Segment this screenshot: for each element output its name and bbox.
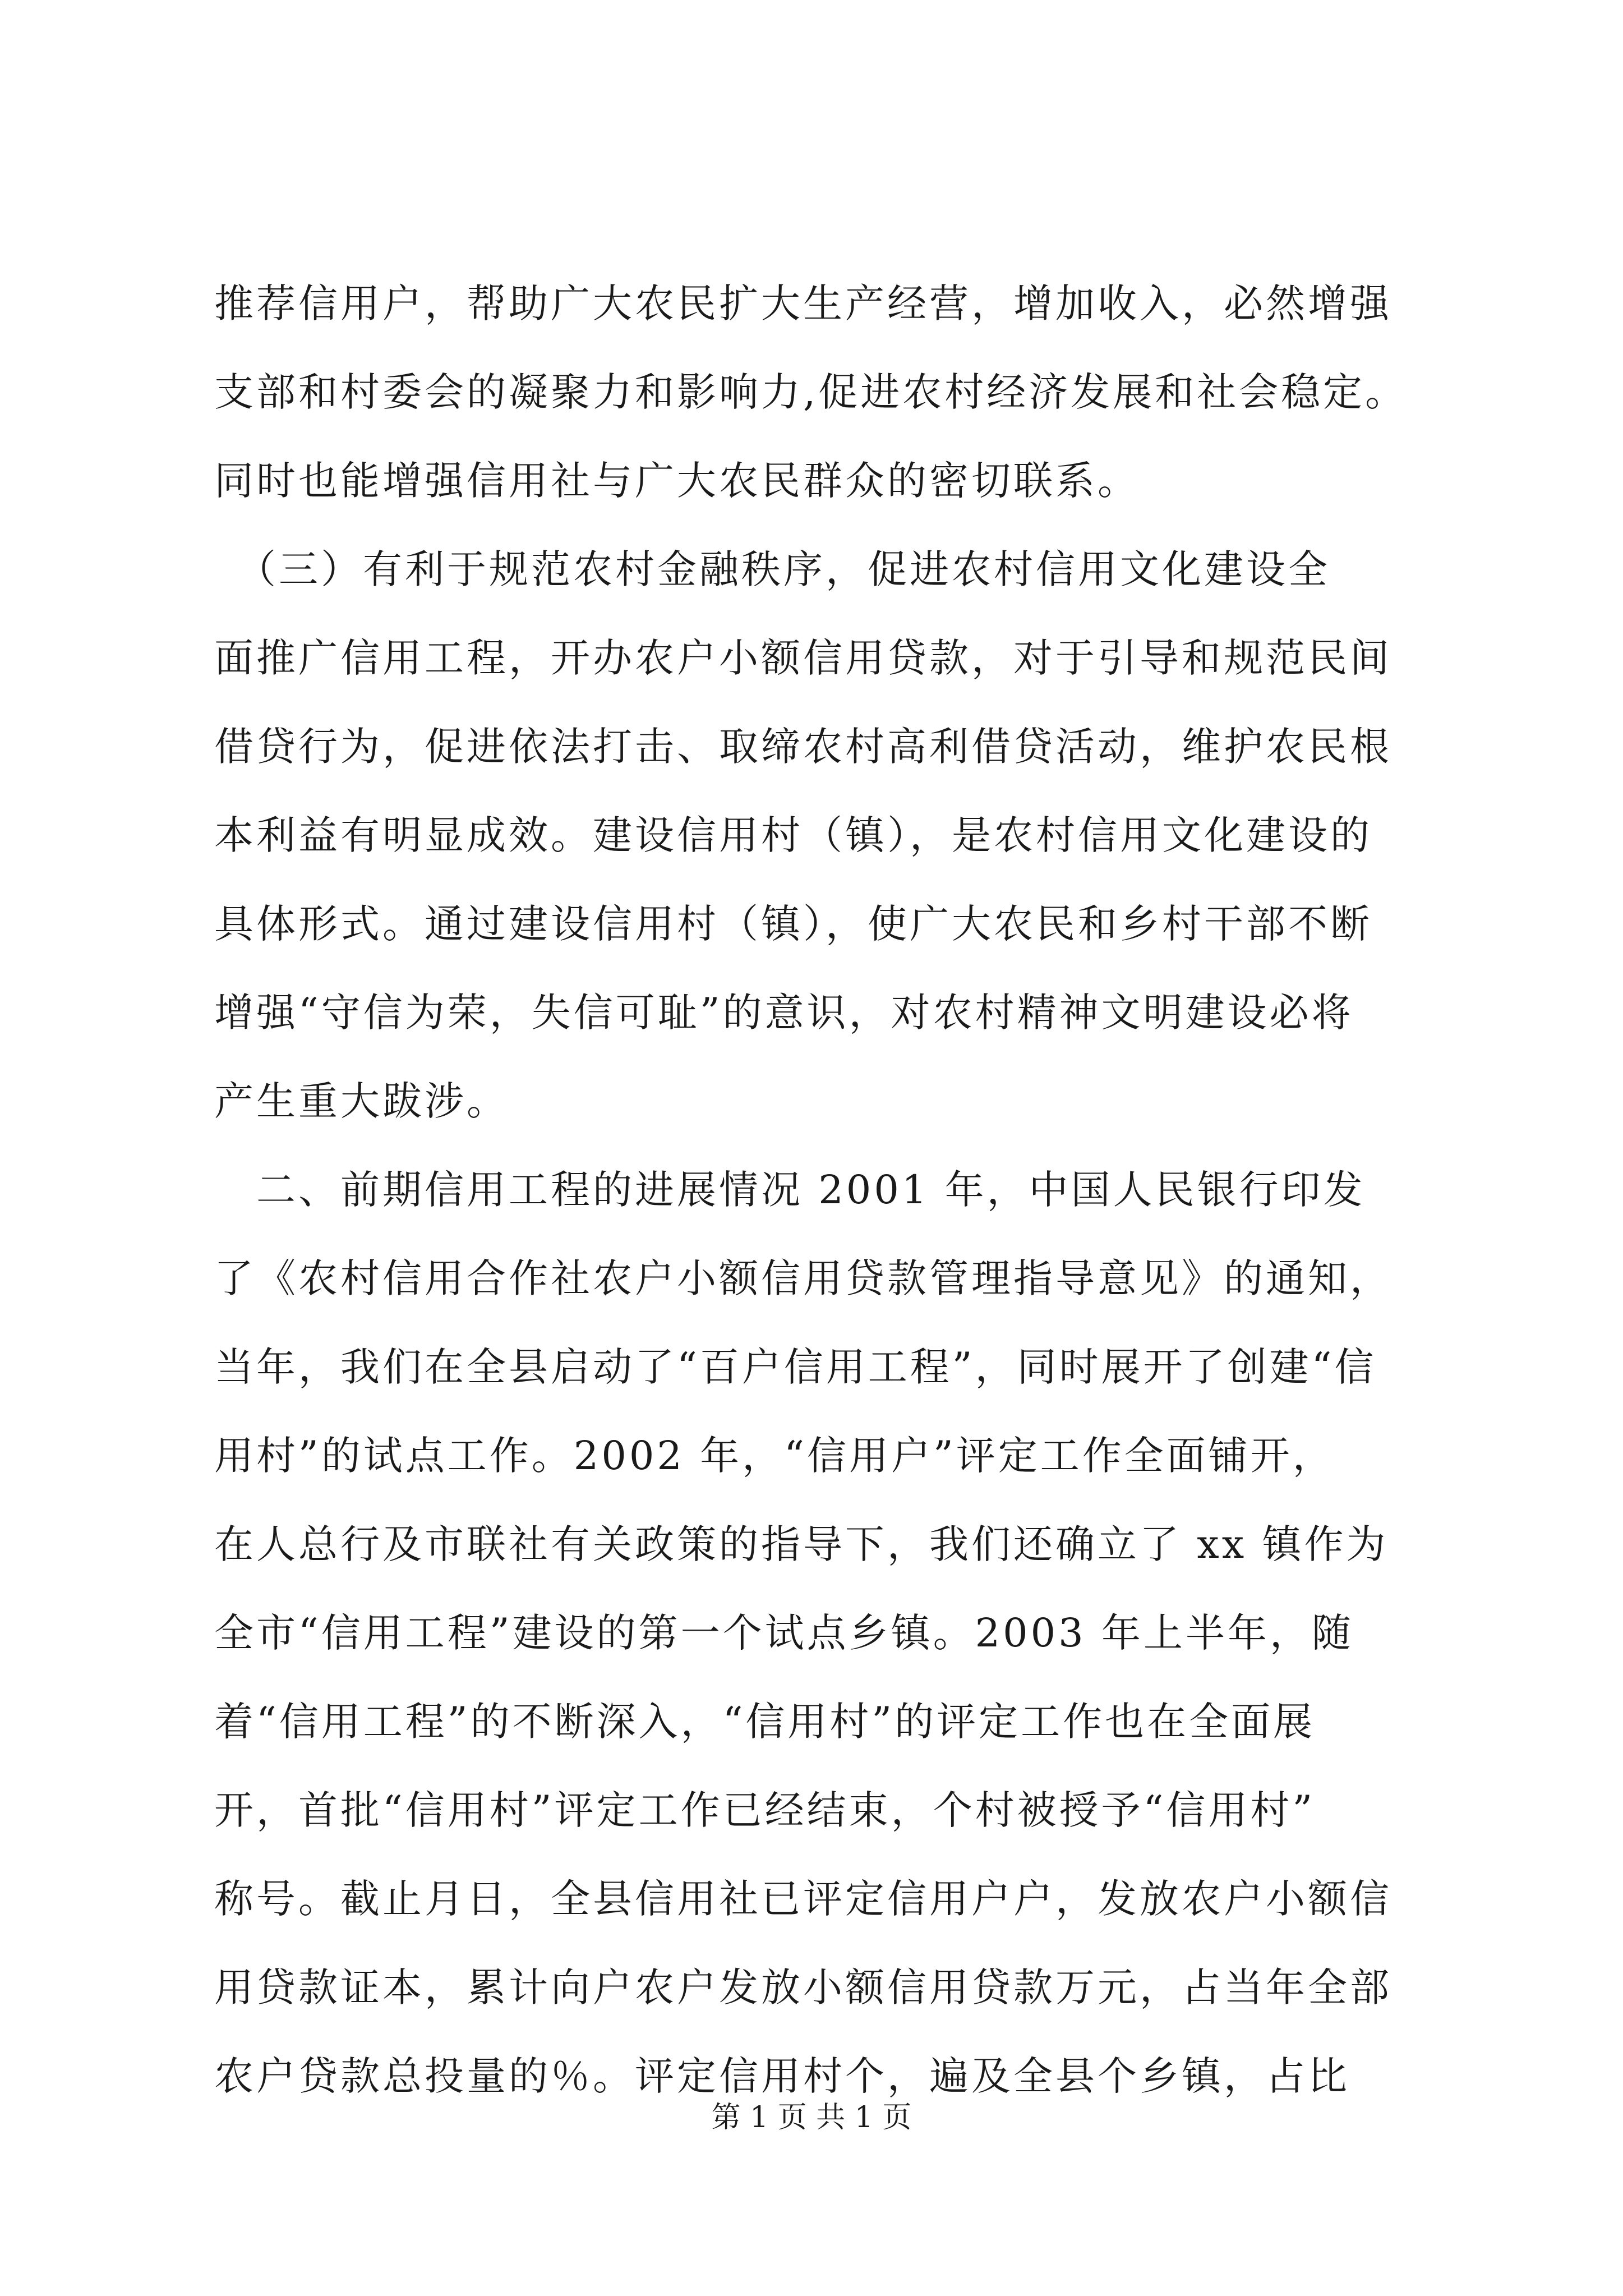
text-line: （三）有利于规范农村金融秩序，促进农村信用文化建设全 — [214, 546, 1330, 592]
text-line: 在人总行及市联社有关政策的指导下，我们还确立了 xx 镇作为 — [214, 1521, 1389, 1567]
text-line: 增强“守信为荣，失信可耻”的意识，对农村精神文明建设必将 — [214, 990, 1354, 1036]
text-line: 称号。截止月日，全县信用社已评定信用户户，发放农户小额信 — [214, 1876, 1392, 1922]
text-line: 本利益有明显成效。建设信用村（镇），是农村信用文化建设的 — [214, 812, 1372, 858]
text-line: 面推广信用工程，开办农户小额信用贷款，对于引导和规范民间 — [214, 635, 1392, 681]
text-line: 用村”的试点工作。2002 年，“信用户”评定工作全面铺开， — [214, 1433, 1335, 1479]
text-line: 当年，我们在全县启动了“百户信用工程”，同时展开了创建“信 — [214, 1344, 1377, 1390]
text-line: 农户贷款总投量的％。评定信用村个，遍及全县个乡镇，占比 — [214, 2053, 1350, 2099]
text-line: 二、前期信用工程的进展情况 2001 年，中国人民银行印发 — [214, 1167, 1366, 1213]
text-line: 推荐信用户，帮助广大农民扩大生产经营，增加收入，必然增强 — [214, 280, 1392, 326]
text-line: 产生重大跋涉。 — [214, 1078, 509, 1124]
text-line: 开，首批“信用村”评定工作已经结束，个村被授予“信用村” — [214, 1787, 1316, 1833]
page-footer — [0, 2098, 1623, 2137]
text-line: 支部和村委会的凝聚力和影响力,促进农村经济发展和社会稳定。 — [214, 369, 1408, 415]
text-line: 借贷行为，促进依法打击、取缔农村高利借贷活动，维护农民根 — [214, 724, 1392, 770]
text-line: 了《农村信用合作社农户小额信用贷款管理指导意见》的通知， — [214, 1255, 1392, 1301]
text-line: 全市“信用工程”建设的第一个试点乡镇。2003 年上半年，随 — [214, 1610, 1354, 1656]
text-line: 用贷款证本，累计向户农户发放小额信用贷款万元，占当年全部 — [214, 1964, 1392, 2010]
page-number: 第 1 页 共 1 页 — [711, 2101, 912, 2134]
text-line: 着“信用工程”的不断深入，“信用村”的评定工作也在全面展 — [214, 1699, 1316, 1745]
text-line: 具体形式。通过建设信用村（镇），使广大农民和乡村干部不断 — [214, 901, 1372, 947]
text-line: 同时也能增强信用社与广大农民群众的密切联系。 — [214, 458, 1140, 504]
body-text — [214, 259, 1482, 2120]
